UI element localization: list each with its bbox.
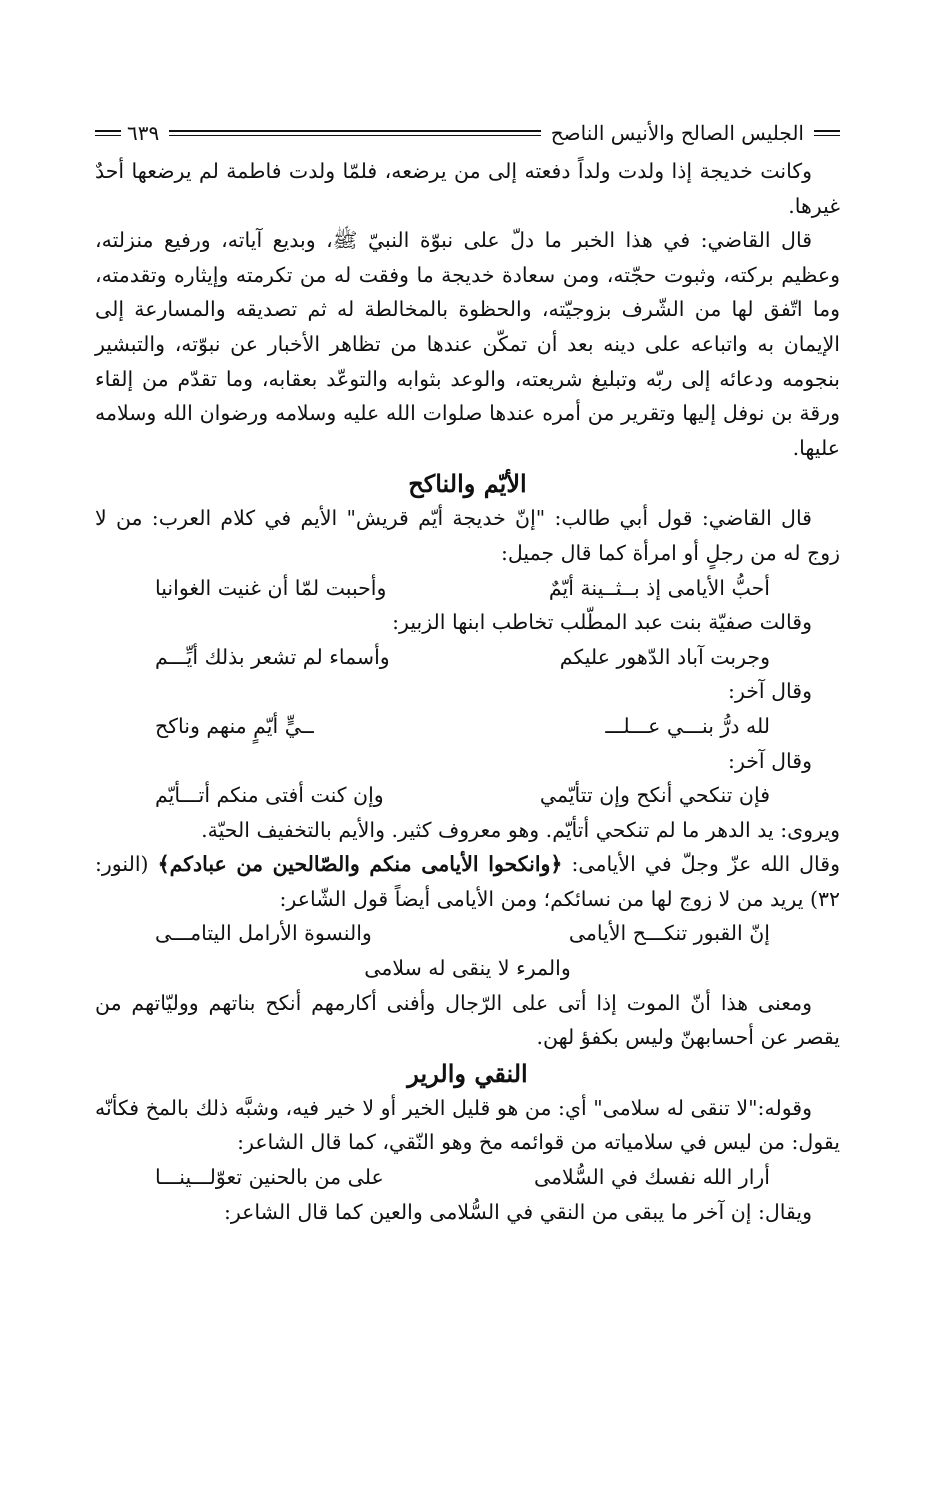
paragraph-8: ويقال: إن آخر ما يبقى من النقي في السُّلامى والعين كما قال الشاعر: — [223, 1199, 812, 1224]
paragraph-7: وقوله:"لا تنقى له سلامى" أي: من هو قليل الخير أو لا خير فيه، وشبَّه ذلك بالمخ فكأنّه يقول: من ليس في سلامياته من قوائمه مخ وهو النّقي، كما قال الشاعر: — [95, 1095, 840, 1155]
verse-safiyya — [95, 640, 840, 675]
intro-line-another-2: وقال آخر: — [728, 748, 812, 773]
verse-hemistich-right: فإن تنكحي أنكح وإن تتأيّمي — [539, 783, 770, 808]
verse-hemistich-left: على من بالحنين تعوّلـــينـــا — [155, 1165, 384, 1190]
verse-hemistich-left: والنسوة الأرامل اليتامـــى — [155, 921, 372, 946]
header-rule-lead — [814, 130, 840, 136]
page-number: ٦٣٩ — [127, 121, 160, 145]
paragraph-1: وكانت خديجة إذا ولدت ولداً دفعته إلى من يرضعه، فلمّا ولدت فاطمة لم يرضعها أحدٌ غيرها. — [95, 159, 840, 218]
paragraph-6: ومعنى هذا أنّ الموت إذا أتى على الرّجال وأفنى أكارمهم أنكح بناتهم ووليّاتهم من يقصر عن أحسابهنّ وليس بكفؤ لهن. — [95, 990, 840, 1050]
verse-jamil — [95, 571, 840, 606]
running-header — [95, 118, 840, 148]
quran-verse: ﴿وانكحوا الأيامى منكم والصّالحين من عبادكم﴾ — [157, 852, 563, 877]
header-rule — [169, 130, 540, 136]
verse-graves-closing: والمرء لا ينقى له سلامى — [364, 956, 571, 981]
verse-hemistich-right: وجربت آباد الدّهور عليكم — [559, 644, 770, 669]
verse-another-1 — [95, 709, 840, 744]
paragraph-2: قال القاضي: في هذا الخبر ما دلّ على نبوّة النبيّ ﷺ، وبديع آياته، ورفيع منزلته، وعظيم بركته، وثبوت حجّته، ومن سعادة خديجة ما وفقت له من تكرمته وإيثاره وتقدمته، وما اتّفق لها من الشّرف بزوجيّته، والحظوة بالمخالطة له ثم تصديقه والمسارعة إلى الإيمان به واتباعه على دينه بعد أن تمكّن عندها من تظاهر الأخبار عن نبوّته، والتبشير بنجومه ودعائه إلى ربّه وتبليغ شريعته، والوعد بثوابه والتوعّد بعقابه، وما تقدّم من إلقاء ورقة بن نوفل إليها وتقرير من أمره عندها صلوات الله عليه وسلامه ورضوان الله وسلامه عليها. — [95, 228, 840, 460]
intro-line-safiyya: وقالت صفيّة بنت عبد المطّلب تخاطب ابنها الزبير: — [392, 610, 812, 635]
paragraph-3: قال القاضي: قول أبي طالب: "إنّ خديجة أيّم قريش" الأيم في كلام العرب: من لا زوج له من رجلٍ أو امرأة كما قال جميل: — [95, 506, 840, 565]
header-title: الجليس الصالح والأنيس الناصح — [550, 121, 804, 145]
verse-hemistich-left: وإن كنت أفتى منكم أتـــأيّم — [155, 783, 384, 808]
verse-hemistich-left: وأحببت لمّا أن غنيت الغوانيا — [155, 575, 387, 600]
paragraph-5 — [95, 847, 840, 916]
paragraph-5-end: (النور: ٣٢) يريد من لا زوج لها من نسائكم؛ ومن الأيامى أيضاً قول الشّاعر: — [95, 852, 840, 911]
verse-hemistich-right: أحبُّ الأيامى إذ بــثــينة أيّمٌ — [548, 575, 770, 600]
verse-hemistich-left: وأسماء لم تشعر بذلك أيِّـــم — [155, 644, 390, 669]
header-rule-end — [95, 130, 121, 136]
verse-hemistich-right: أرار الله نفسك في السُّلامى — [533, 1165, 770, 1190]
intro-line-another-1: وقال آخر: — [728, 679, 812, 704]
section-heading-ayyim: الأيّم والناكح — [408, 469, 527, 499]
verse-hemistich-right: إنّ القبور تنكـــح الأيامى — [568, 921, 770, 946]
section-heading-naqi: النقي والرير — [407, 1058, 528, 1088]
verse-hemistich-right: لله درُّ بنـــي عـــلـــ — [605, 713, 770, 738]
verse-hemistich-left: ــيٍّ أيّمٍ منهم وناكح — [155, 713, 314, 738]
verse-another-2 — [95, 778, 840, 813]
verse-graves — [95, 916, 840, 951]
verse-arar — [95, 1160, 840, 1195]
paragraph-4: ويروى: يد الدهر ما لم تنكحي أتأيّم. وهو معروف كثير. والأيم بالتخفيف الحيّة. — [201, 817, 840, 842]
book-page — [95, 118, 840, 1229]
paragraph-5-start: وقال الله عزّ وجلّ في الأيامى: — [562, 852, 841, 877]
